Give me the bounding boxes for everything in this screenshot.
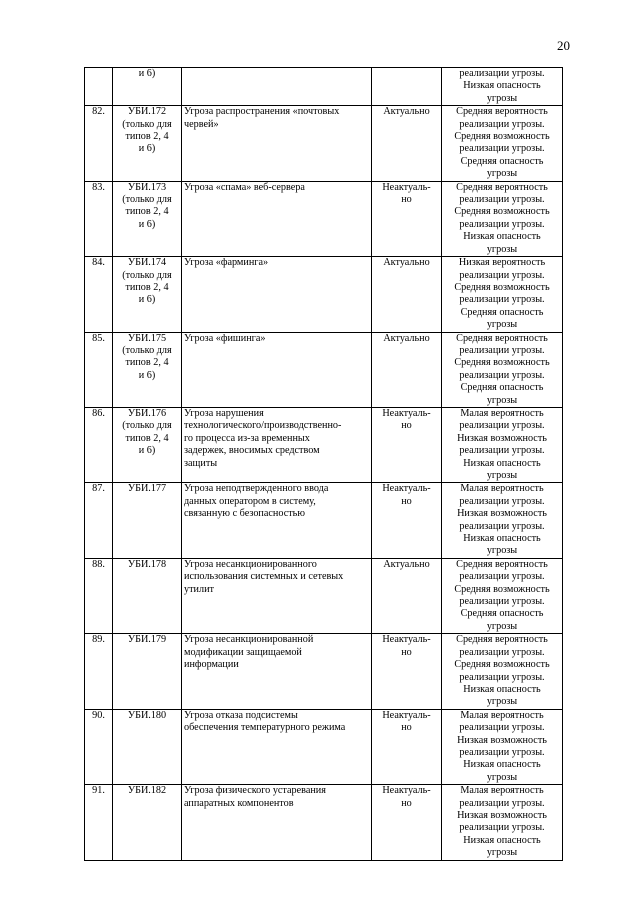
cell-line: Средняя возможность: [454, 659, 550, 671]
threat-name-cell: [182, 106, 372, 181]
page-number: 20: [557, 38, 570, 53]
cell-line: УБИ.174: [127, 257, 167, 269]
cell-line: Средняя возможность: [454, 131, 550, 143]
threat-id-cell: [113, 634, 182, 709]
cell-line: но: [401, 194, 412, 206]
threats-table: [84, 67, 563, 861]
cell-line: Низкая опасность: [463, 834, 541, 846]
row-number-cell: 91.: [85, 785, 113, 860]
cell-line: но: [401, 797, 412, 809]
threat-name-cell: [182, 407, 372, 482]
cell-line: реализации угрозы.: [459, 746, 545, 758]
cell-line: угрозы: [486, 394, 518, 406]
row-number-cell: 88.: [85, 558, 113, 633]
cell-line: червей»: [184, 118, 219, 130]
table-row: [85, 257, 563, 332]
cell-line: Актуально: [383, 558, 430, 570]
cell-line: и 6): [138, 68, 156, 79]
cell-line: (только для: [122, 194, 172, 206]
relevance-cell: [372, 709, 442, 784]
cell-line: Низкая опасность: [463, 759, 541, 771]
threat-id-cell: [113, 106, 182, 181]
cell-line: угрозы: [486, 470, 518, 481]
cell-line: Низкая опасность: [463, 231, 541, 243]
cell-line: Низкая возможность: [457, 734, 547, 746]
row-number-cell: 87.: [85, 483, 113, 558]
cell-line: Угроза «фарминга»: [184, 257, 269, 269]
cell-line: УБИ.173: [127, 181, 167, 193]
cell-line: Средняя возможность: [454, 357, 550, 369]
cell-line: реализации угрозы.: [459, 596, 545, 608]
table-row: [85, 709, 563, 784]
cell-line: УБИ.176: [127, 407, 167, 419]
cell-line: и 6): [138, 369, 156, 381]
cell-line: но: [401, 420, 412, 432]
cell-line: реализации угрозы.: [459, 571, 545, 583]
cell-line: типов 2, 4: [125, 131, 169, 143]
table-row: [85, 483, 563, 558]
cell-line: Низкая опасность: [463, 457, 541, 469]
cell-line: Средняя вероятность: [456, 181, 548, 193]
threat-name-cell: [182, 709, 372, 784]
cell-line: Актуально: [383, 257, 430, 269]
cell-line: Средняя вероятность: [456, 332, 548, 344]
threat-id-cell: [113, 68, 182, 106]
row-number-cell: 82.: [85, 106, 113, 181]
cell-line: Малая вероятность: [460, 709, 544, 721]
threat-name-cell: [182, 483, 372, 558]
table-row: [85, 332, 563, 407]
assessment-cell: [442, 558, 563, 633]
threat-id-cell: [113, 483, 182, 558]
cell-line: реализации угрозы.: [459, 369, 545, 381]
cell-line: УБИ.172: [127, 106, 167, 118]
relevance-cell: [372, 332, 442, 407]
table-row: [85, 785, 563, 860]
cell-line: типов 2, 4: [125, 281, 169, 293]
table-row: [85, 68, 563, 106]
relevance-cell: [372, 483, 442, 558]
cell-line: реализации угрозы.: [459, 68, 545, 79]
cell-line: УБИ.175: [127, 332, 167, 344]
cell-line: го процесса из-за временных: [184, 432, 310, 444]
cell-line: реализации угрозы.: [459, 671, 545, 683]
assessment-cell: [442, 106, 563, 181]
cell-line: реализации угрозы.: [459, 646, 545, 658]
assessment-cell: [442, 634, 563, 709]
cell-line: аппаратных компонентов: [184, 797, 294, 809]
threat-id-cell: [113, 181, 182, 256]
cell-line: Низкая вероятность: [458, 257, 546, 269]
cell-line: модификации защищаемой: [184, 646, 302, 658]
cell-line: Средняя возможность: [454, 583, 550, 595]
cell-line: Средняя опасность: [460, 306, 544, 318]
cell-line: угрозы: [486, 620, 518, 632]
threat-id-cell: [113, 709, 182, 784]
cell-line: угрозы: [486, 847, 518, 859]
cell-line: Угроза распространения «почтовых: [184, 106, 340, 118]
cell-line: связанную с безопасностью: [184, 508, 305, 520]
assessment-cell: [442, 709, 563, 784]
cell-line: угрозы: [486, 92, 518, 104]
cell-line: Низкая опасность: [463, 683, 541, 695]
row-number-cell: [85, 68, 113, 106]
cell-line: Неактуаль-: [382, 785, 431, 797]
cell-line: УБИ.182: [127, 785, 167, 797]
cell-line: (только для: [122, 344, 172, 356]
cell-line: Угроза физического устаревания: [184, 785, 326, 797]
threat-name-cell: [182, 634, 372, 709]
cell-line: УБИ.178: [127, 558, 167, 570]
cell-line: Низкая возможность: [457, 809, 547, 821]
cell-line: Актуально: [383, 332, 430, 344]
assessment-cell: [442, 257, 563, 332]
cell-line: Неактуаль-: [382, 407, 431, 419]
cell-line: и 6): [138, 218, 156, 230]
cell-line: реализации угрозы.: [459, 194, 545, 206]
cell-line: Средняя возможность: [454, 206, 550, 218]
cell-line: угрозы: [486, 771, 518, 783]
row-number-cell: 90.: [85, 709, 113, 784]
threat-id-cell: [113, 785, 182, 860]
cell-line: типов 2, 4: [125, 357, 169, 369]
cell-line: Актуально: [383, 106, 430, 118]
row-number-cell: 84.: [85, 257, 113, 332]
cell-line: (только для: [122, 118, 172, 130]
assessment-cell: [442, 483, 563, 558]
table-row: [85, 106, 563, 181]
cell-line: но: [401, 722, 412, 734]
cell-line: УБИ.180: [127, 709, 167, 721]
cell-line: типов 2, 4: [125, 206, 169, 218]
cell-line: реализации угрозы.: [459, 420, 545, 432]
cell-line: реализации угрозы.: [459, 445, 545, 457]
cell-line: угрозы: [486, 168, 518, 180]
relevance-cell: [372, 106, 442, 181]
cell-line: Средняя опасность: [460, 608, 544, 620]
cell-line: защиты: [184, 457, 218, 469]
threat-name-cell: [182, 785, 372, 860]
relevance-cell: [372, 257, 442, 332]
cell-line: Малая вероятность: [460, 785, 544, 797]
threat-id-cell: [113, 257, 182, 332]
cell-line: Низкая возможность: [457, 432, 547, 444]
relevance-cell: [372, 785, 442, 860]
cell-line: Низкая возможность: [457, 508, 547, 520]
cell-line: утилит: [184, 583, 214, 595]
assessment-cell: [442, 181, 563, 256]
cell-line: Угроза отказа подсистемы: [184, 709, 298, 721]
cell-line: типов 2, 4: [125, 432, 169, 444]
threat-name-cell: [182, 558, 372, 633]
cell-line: и 6): [138, 445, 156, 457]
cell-line: реализации угрозы.: [459, 797, 545, 809]
cell-line: Средняя вероятность: [456, 634, 548, 646]
cell-line: Угроза нарушения: [184, 407, 264, 419]
cell-line: и 6): [138, 143, 156, 155]
cell-line: Низкая опасность: [463, 533, 541, 545]
cell-line: но: [401, 495, 412, 507]
relevance-cell: [372, 68, 442, 106]
assessment-cell: [442, 332, 563, 407]
cell-line: Средняя опасность: [460, 382, 544, 394]
cell-line: реализации угрозы.: [459, 722, 545, 734]
cell-line: реализации угрозы.: [459, 269, 545, 281]
cell-line: Угроза «фишинга»: [184, 332, 266, 344]
relevance-cell: [372, 558, 442, 633]
cell-line: (только для: [122, 420, 172, 432]
threat-id-cell: [113, 558, 182, 633]
cell-line: реализации угрозы.: [459, 218, 545, 230]
threat-id-cell: [113, 332, 182, 407]
table-row: [85, 558, 563, 633]
assessment-cell: [442, 68, 563, 106]
table-row: [85, 407, 563, 482]
cell-line: угрозы: [486, 243, 518, 255]
cell-line: Средняя опасность: [460, 155, 544, 167]
threat-name-cell: [182, 181, 372, 256]
cell-line: Малая вероятность: [460, 407, 544, 419]
cell-line: задержек, вносимых средством: [184, 445, 320, 457]
cell-line: Средняя вероятность: [456, 558, 548, 570]
cell-line: УБИ.177: [127, 483, 167, 495]
cell-line: Неактуаль-: [382, 181, 431, 193]
threats-table-body: [85, 68, 563, 861]
cell-line: и 6): [138, 294, 156, 306]
cell-line: угрозы: [486, 545, 518, 557]
relevance-cell: [372, 181, 442, 256]
cell-line: Угроза несанкционированного: [184, 558, 317, 570]
cell-line: реализации угрозы.: [459, 143, 545, 155]
cell-line: Низкая опасность: [463, 80, 541, 92]
cell-line: Угроза «спама» веб-сервера: [184, 181, 305, 193]
cell-line: Неактуаль-: [382, 634, 431, 646]
cell-line: реализации угрозы.: [459, 822, 545, 834]
cell-line: реализации угрозы.: [459, 520, 545, 532]
cell-line: УБИ.179: [127, 634, 167, 646]
cell-line: реализации угрозы.: [459, 118, 545, 130]
cell-line: реализации угрозы.: [459, 495, 545, 507]
cell-line: Малая вероятность: [460, 483, 544, 495]
relevance-cell: [372, 407, 442, 482]
cell-line: но: [401, 646, 412, 658]
cell-line: Средняя вероятность: [456, 106, 548, 118]
threat-name-cell: [182, 257, 372, 332]
cell-line: технологического/производственно-: [184, 420, 342, 432]
table-row: [85, 181, 563, 256]
cell-line: информации: [184, 659, 239, 671]
cell-line: (только для: [122, 269, 172, 281]
cell-line: Угроза неподтвержденного ввода: [184, 483, 329, 495]
cell-line: Неактуаль-: [382, 483, 431, 495]
cell-line: реализации угрозы.: [459, 294, 545, 306]
table-row: [85, 634, 563, 709]
row-number-cell: 86.: [85, 407, 113, 482]
assessment-cell: [442, 407, 563, 482]
row-number-cell: 89.: [85, 634, 113, 709]
cell-line: Угроза несанкционированной: [184, 634, 314, 646]
cell-line: угрозы: [486, 696, 518, 708]
assessment-cell: [442, 785, 563, 860]
threat-name-cell: [182, 332, 372, 407]
cell-line: угрозы: [486, 319, 518, 331]
cell-line: обеспечения температурного режима: [184, 722, 346, 734]
relevance-cell: [372, 634, 442, 709]
row-number-cell: 83.: [85, 181, 113, 256]
threat-name-cell: [182, 68, 372, 106]
threat-id-cell: [113, 407, 182, 482]
row-number-cell: 85.: [85, 332, 113, 407]
cell-line: Неактуаль-: [382, 709, 431, 721]
cell-line: Средняя возможность: [454, 281, 550, 293]
cell-line: данных оператором в систему,: [184, 495, 316, 507]
cell-line: реализации угрозы.: [459, 344, 545, 356]
cell-line: использования системных и сетевых: [184, 571, 344, 583]
